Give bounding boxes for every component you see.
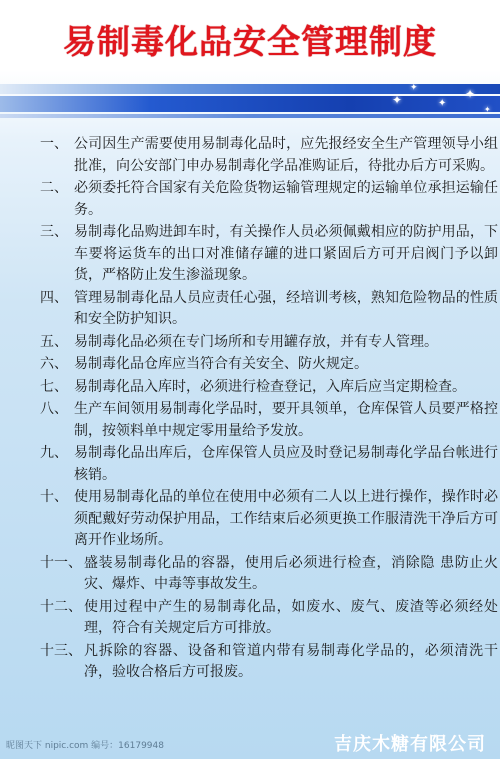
rule-text: 易制毒化品仓库应当符合有关安全、防火规定。 bbox=[74, 356, 368, 372]
rule-number: 一、 bbox=[40, 136, 68, 152]
rule-text: 易制毒化品购进卸车时，有关操作人员必须佩戴相应的防护用品，下车要将运货车的出口对准储存罐的进口紧固后方可开启阀门予以卸货，严格防止发生渗溢现象。 bbox=[74, 224, 498, 283]
sparkle-icon: ✦ bbox=[465, 87, 476, 101]
rule-item bbox=[40, 288, 498, 331]
sparkle-icon: ✦ bbox=[484, 105, 491, 114]
rule-number: 十三、 bbox=[40, 642, 82, 659]
rule-number: 六、 bbox=[40, 356, 68, 372]
band-top-stripe bbox=[0, 84, 500, 94]
watermark-text: 昵图天下 nipic.com 编号：16179948 bbox=[6, 741, 164, 751]
page-title: 易制毒化品安全管理制度 bbox=[63, 22, 437, 61]
rule-text: 盛装易制毒化品的容器，使用后必须进行检查，消除隐 患防止火灾、爆炸、中毒等事故发生。 bbox=[84, 554, 498, 592]
rule-text: 公司因生产需要使用易制毒化品时，应先报经安全生产管理领导小组批准，向公安部门申办易制毒化学品准购证后，待批办后方可采购。 bbox=[74, 136, 498, 174]
rule-item bbox=[40, 222, 498, 287]
rule-item bbox=[40, 134, 498, 177]
rule-text: 管理易制毒化品人员应责任心强，经培训考核，熟知危险物品的性质和安全防护知识。 bbox=[74, 289, 498, 327]
rule-text: 使用易制毒化品的单位在使用中必须有二人以上进行操作，操作时必须配戴好劳动保护用品，工作结束后必须更换工作服清洗干净后方可离开作业场所。 bbox=[74, 489, 498, 548]
rule-item bbox=[40, 399, 498, 442]
rule-text: 必须委托符合国家有关危险货物运输管理规定的运输单位承担运输任务。 bbox=[74, 180, 498, 218]
rule-item bbox=[40, 553, 498, 596]
rule-item bbox=[40, 443, 498, 486]
company-name: 吉庆木糖有限公司 bbox=[334, 734, 486, 755]
rule-item bbox=[40, 641, 498, 684]
rule-number: 十二、 bbox=[40, 598, 82, 615]
rule-text: 易制毒化品出库后，仓库保管人员应及时登记易制毒化学品台帐进行核销。 bbox=[74, 445, 498, 483]
rule-number: 三、 bbox=[40, 224, 68, 240]
sparkle-icon: ✦ bbox=[392, 93, 403, 107]
rule-number: 五、 bbox=[40, 333, 68, 350]
rule-item bbox=[40, 597, 498, 640]
rule-item bbox=[40, 178, 498, 221]
rule-item bbox=[40, 354, 498, 376]
band-thin-stripe bbox=[0, 114, 500, 118]
rule-item bbox=[40, 487, 498, 552]
rule-text: 易制毒化品必须在专门场所和专用罐存放，并有专人管理。 bbox=[74, 333, 438, 350]
rule-text: 易制毒化品入库时，必须进行检查登记，入库后应当定期检查。 bbox=[74, 378, 466, 395]
rule-number: 十一、 bbox=[40, 554, 82, 571]
rule-item bbox=[40, 332, 498, 354]
rule-number: 七、 bbox=[40, 378, 68, 395]
rule-text: 生产车间领用易制毒化学品时，要开具领单，仓库保管人员要严格控制，按领料单中规定零用量给予发放。 bbox=[74, 401, 498, 439]
rule-number: 九、 bbox=[40, 445, 68, 461]
rules-list bbox=[40, 134, 498, 685]
sparkle-icon: ✦ bbox=[410, 83, 418, 93]
band-main-stripe bbox=[0, 93, 500, 112]
rule-text: 凡拆除的容器、设备和管道内带有易制毒化学品的，必须清洗干净，验收合格后方可报废。 bbox=[84, 642, 498, 680]
rule-item bbox=[40, 377, 498, 399]
sparkle-icon: ✦ bbox=[438, 98, 447, 109]
rule-text: 使用过程中产生的易制毒化品，如废水、废气、废渣等必须经处理，符合有关规定后方可排放。 bbox=[84, 598, 498, 636]
rule-number: 二、 bbox=[40, 180, 68, 196]
decorative-header-band bbox=[0, 76, 500, 126]
rule-number: 四、 bbox=[40, 289, 68, 306]
rule-number: 八、 bbox=[40, 401, 68, 417]
rule-number: 十、 bbox=[40, 489, 68, 505]
